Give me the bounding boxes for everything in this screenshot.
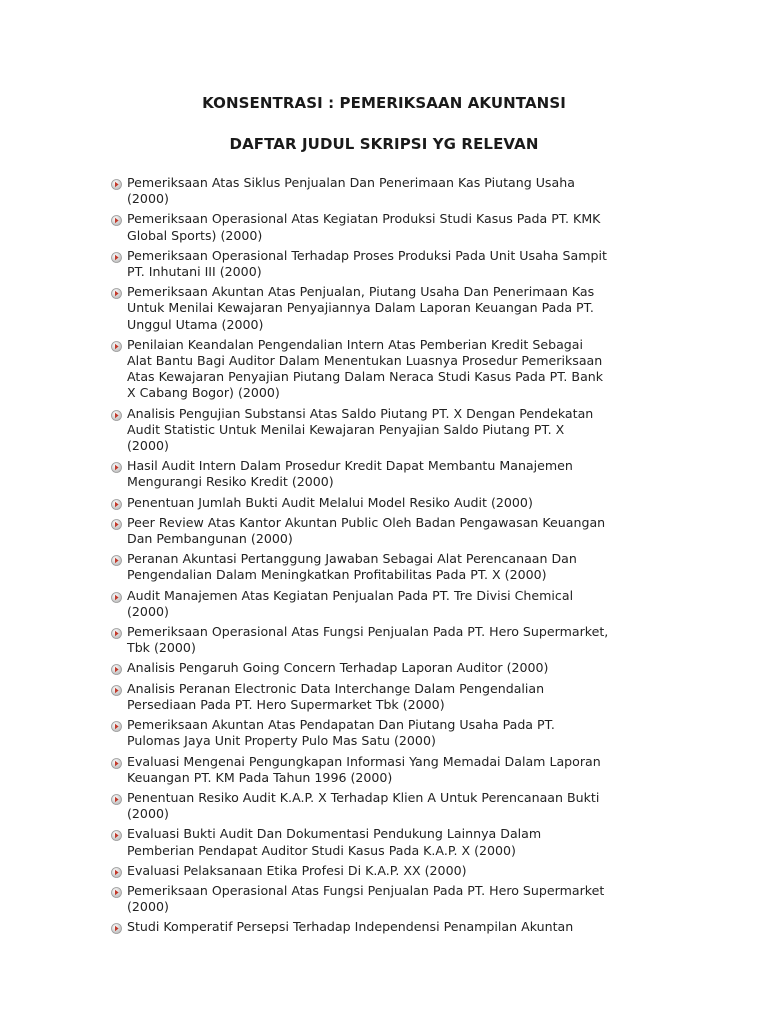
list-item (110, 754, 610, 786)
list-item (110, 458, 610, 490)
list-item (110, 175, 610, 207)
list-item-text: Evaluasi Mengenai Pengungkapan Informasi Yang Memadai Dalam Laporan Keuangan PT. KM Pada Tahun 1996 (2000) (127, 753, 601, 785)
red-arrow-bullet-icon (111, 758, 122, 769)
red-arrow-bullet-icon (111, 179, 122, 190)
red-arrow-bullet-icon (111, 685, 122, 696)
list-item-text: Studi Komperatif Persepsi Terhadap Independensi Penampilan Akuntan (127, 919, 574, 935)
page-title: KONSENTRASI : PEMERIKSAAN AKUNTANSI (202, 94, 566, 112)
list-item-text: Analisis Pengujian Substansi Atas Saldo Piutang PT. X Dengan Pendekatan Audit Statistic Untuk Menilai Kewajaran Penyajian Saldo Piutang PT. X (2000) (127, 405, 594, 454)
list-item-text: Pemeriksaan Akuntan Atas Penjualan, Piutang Usaha Dan Penerimaan Kas Untuk Menilai Kewajaran Penyajiannya Dalam Laporan Keuangan Pada PT. Unggul Utama (2000) (127, 284, 595, 332)
red-arrow-bullet-icon (111, 664, 122, 675)
list-item (110, 919, 610, 935)
list-item (110, 660, 610, 676)
red-arrow-bullet-icon (111, 592, 122, 603)
list-item (110, 863, 610, 879)
list-item (110, 790, 610, 822)
list-item-text: Pemeriksaan Operasional Atas Fungsi Penjualan Pada PT. Hero Supermarket (2000) (127, 882, 605, 915)
list-item (110, 337, 610, 402)
red-arrow-bullet-icon (111, 215, 122, 226)
list-item (110, 883, 610, 915)
list-item-text: Audit Manajemen Atas Kegiatan Penjualan Pada PT. Tre Divisi Chemical (2000) (127, 587, 574, 619)
red-arrow-bullet-icon (111, 555, 122, 566)
red-arrow-bullet-icon (111, 252, 122, 263)
list-item-text: Analisis Pengaruh Going Concern Terhadap Laporan Auditor (2000) (127, 660, 549, 676)
list-item-text: Penilaian Keandalan Pengendalian Intern Atas Pemberian Kredit Sebagai Alat Bantu Bagi Auditor Dalam Menentukan Luasnya Prosedur Pemeriksaan Atas Kewajaran Penyajian Piutang Dalam Neraca Studi Kasus Pada PT. Bank X Cabang Bogor) (2000) (127, 336, 604, 401)
red-arrow-bullet-icon (111, 794, 122, 805)
list-item (110, 284, 610, 333)
list-item-text: Penentuan Resiko Audit K.A.P. X Terhadap Klien A Untuk Perencanaan Bukti (2000) (127, 789, 600, 822)
thesis-title-list (110, 175, 610, 940)
red-arrow-bullet-icon (111, 288, 122, 299)
list-item-text: Pemeriksaan Atas Siklus Penjualan Dan Penerimaan Kas Piutang Usaha (2000) (127, 175, 575, 207)
list-item (110, 406, 610, 455)
list-item-text: Peer Review Atas Kantor Akuntan Public Oleh Badan Pengawasan Keuangan Dan Pembangunan (2000) (127, 514, 606, 547)
list-item (110, 717, 610, 749)
red-arrow-bullet-icon (111, 499, 122, 510)
list-item-text: Hasil Audit Intern Dalam Prosedur Kredit Dapat Membantu Manajemen Mengurangi Resiko Kredit (2000) (127, 458, 573, 490)
list-item-text: Evaluasi Bukti Audit Dan Dokumentasi Pendukung Lainnya Dalam Pemberian Pendapat Auditor Studi Kasus Pada K.A.P. X (2000) (127, 826, 542, 858)
red-arrow-bullet-icon (111, 462, 122, 473)
list-item (110, 826, 610, 858)
list-item-text: Pemeriksaan Akuntan Atas Pendapatan Dan Piutang Usaha Pada PT. Pulomas Jaya Unit Property Pulo Mas Satu (2000) (127, 717, 555, 749)
red-arrow-bullet-icon (111, 628, 122, 639)
list-item (110, 248, 610, 280)
red-arrow-bullet-icon (111, 410, 122, 421)
list-item-text: Peranan Akuntasi Pertanggung Jawaban Sebagai Alat Perencanaan Dan Pengendalian Dalam Meningkatkan Profitabilitas Pada PT. X (2000) (127, 551, 577, 583)
list-item-text: Pemeriksaan Operasional Atas Fungsi Penjualan Pada PT. Hero Supermarket, Tbk (2000) (127, 624, 609, 656)
list-item (110, 681, 610, 713)
list-item-text: Penentuan Jumlah Bukti Audit Melalui Model Resiko Audit (2000) (127, 494, 533, 510)
red-arrow-bullet-icon (111, 867, 122, 878)
red-arrow-bullet-icon (111, 341, 122, 352)
red-arrow-bullet-icon (111, 721, 122, 732)
red-arrow-bullet-icon (111, 923, 122, 934)
list-item (110, 624, 610, 656)
list-item-text: Pemeriksaan Operasional Atas Kegiatan Produksi Studi Kasus Pada PT. KMK Global Sports) (2000) (127, 211, 601, 243)
list-item (110, 495, 610, 511)
list-item (110, 588, 610, 620)
page-subtitle: DAFTAR JUDUL SKRIPSI YG RELEVAN (229, 135, 539, 153)
red-arrow-bullet-icon (111, 830, 122, 841)
red-arrow-bullet-icon (111, 887, 122, 898)
list-item (110, 551, 610, 583)
list-item (110, 515, 610, 547)
list-item-text: Evaluasi Pelaksanaan Etika Profesi Di K.A.P. XX (2000) (127, 862, 467, 878)
list-item (110, 211, 610, 243)
list-item-text: Analisis Peranan Electronic Data Interchange Dalam Pengendalian Persediaan Pada PT. Hero Supermarket Tbk (2000) (127, 680, 545, 712)
red-arrow-bullet-icon (111, 519, 122, 530)
list-item-text: Pemeriksaan Operasional Terhadap Proses Produksi Pada Unit Usaha Sampit PT. Inhutani III (2000) (127, 247, 607, 280)
